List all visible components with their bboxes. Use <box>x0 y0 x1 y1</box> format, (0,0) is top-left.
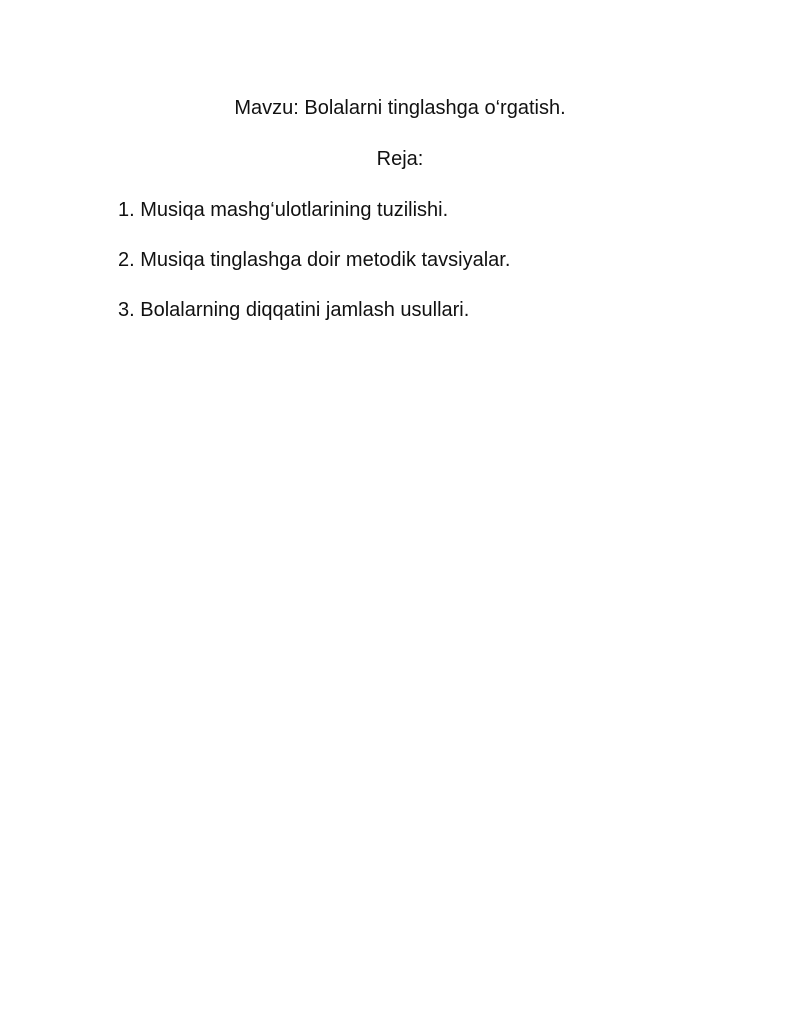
plan-item: 3. Bolalarning diqqatini jamlash usullari. <box>118 299 470 321</box>
plan-heading: Reja: <box>376 148 424 170</box>
plan-item: 1. Musiqa mashg‘ulotlarining tuzilishi. <box>118 199 449 221</box>
document-title: Mavzu: Bolalarni tinglashga o‘rgatish. <box>234 97 566 119</box>
plan-item: 2. Musiqa tinglashga doir metodik tavsiyalar. <box>118 249 511 271</box>
plan-list <box>118 196 510 346</box>
